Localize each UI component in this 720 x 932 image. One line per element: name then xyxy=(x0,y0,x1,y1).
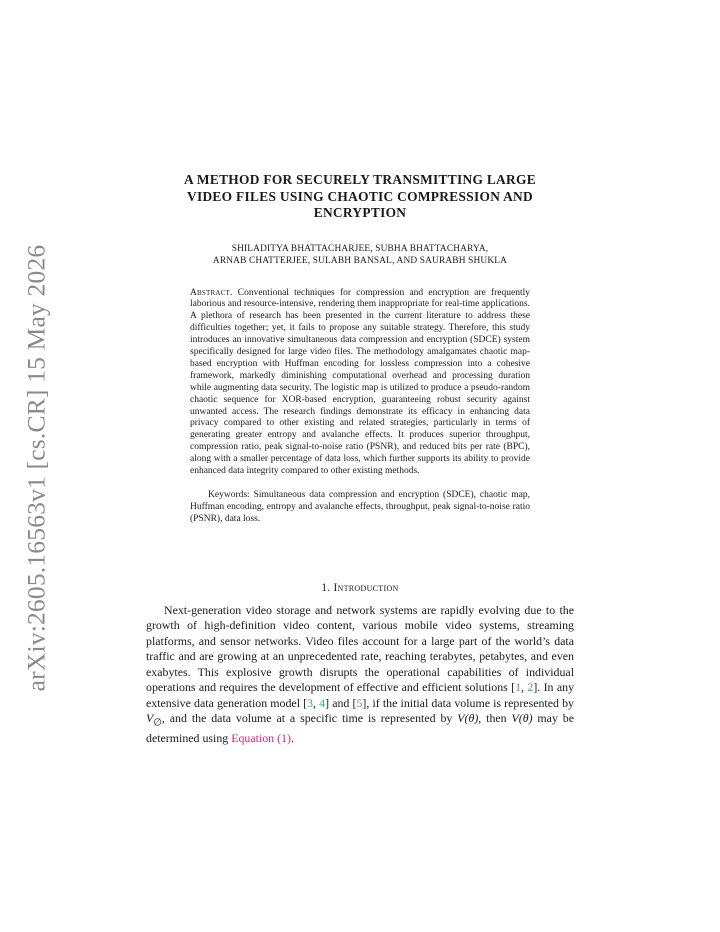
abstract xyxy=(190,288,530,479)
abstract-heading: Abstract. xyxy=(190,287,233,298)
intro-text: , and the data volume at a specific time is represented by xyxy=(161,711,458,726)
intro-text: may be determined using xyxy=(146,711,574,746)
arxiv-identifier: arXiv:2605.16563v1 [cs.CR] 15 May 2026 xyxy=(21,244,51,691)
author-line: SHILADITYA BHATTACHARJEE, SUBHA BHATTACHARYA, xyxy=(231,243,489,254)
title-line: A METHOD FOR SECURELY TRANSMITTING LARGE xyxy=(184,172,536,187)
intro-text: , xyxy=(313,695,320,710)
citation-link[interactable]: 5 xyxy=(356,695,363,710)
equation-link[interactable]: Equation (1) xyxy=(231,731,291,746)
citation-link[interactable]: 4 xyxy=(319,695,326,710)
keywords: Keywords: Simultaneous data compression and encryption (SDCE), chaotic map, Huffman encoding, entropy and avalanche effects, throughput, peak signal-to-noise ratio (PSNR), data loss. xyxy=(190,490,530,524)
citation-link[interactable]: 1 xyxy=(515,680,522,695)
paper-page xyxy=(146,172,574,747)
intro-text: , then xyxy=(478,711,512,726)
section-heading: 1. Introduction xyxy=(321,581,399,594)
author-list xyxy=(146,243,574,268)
math-v-theta: V(θ) xyxy=(511,711,533,726)
introduction-paragraph xyxy=(146,603,574,747)
abstract-text: Conventional techniques for compression and encryption are frequently laborious and resource-intensive, rendering them inappropriate for real-time applications. A plethora of research has been presented in the current literature to address these difficulties together; yet, it fails to propose any suitable strategy. Therefore, this study introduces an innovative simultaneous data compression and encryption (SDCE) system specifically designed for large video files. The methodology amalgamates chaotic map-based encryption with Huffman encoding for lossless compression into a cohesive framework, markedly diminishing computational overhead and processing duration while augmenting data security. The logistic map is utilized to produce a pseudo-random chaotic sequence for XOR-based encryption, guaranteeing robust security against unwanted access. The research findings demonstrate its efficacy in enhancing data privacy compared to other existing and related strategies, particularly in terms of generating greater entropy and avalanche effects. It produces superior throughput, compression ratio, peak signal-to-noise ratio (PSNR), and reduced bits per rate (BPC), along with a smaller percentage of data loss, which further supports its ability to provide enhanced data integrity compared to other existing methods. xyxy=(190,287,531,477)
citation-link[interactable]: 2 xyxy=(527,680,534,695)
title-line: ENCRYPTION xyxy=(313,205,407,220)
intro-text: ] and [ xyxy=(325,695,357,710)
arxiv-sidebar xyxy=(14,244,58,691)
intro-text: ], if the initial data volume is represented by xyxy=(362,695,574,710)
math-v0-subscript: ∅ xyxy=(153,717,162,729)
title-line: VIDEO FILES USING CHAOTIC COMPRESSION AND xyxy=(186,188,533,204)
intro-text: . xyxy=(290,731,294,746)
math-v-theta: V(θ) xyxy=(457,711,479,726)
intro-text: , xyxy=(521,680,528,695)
intro-text: ]. In any extensive data generation model [ xyxy=(146,680,575,710)
intro-text: Next-generation video storage and network systems are rapidly evolving due to the growth of high-definition video content, various mobile video systems, streaming platforms, and sensor networks. Video files account for a large part of the world’s data traffic and are growing at an unprecedented rate, reaching terabytes, petabytes, and even exabytes. This explosive growth disrupts the operational capabilities of individual operations and requires the development of effective and efficient solutions [ xyxy=(146,602,574,695)
math-v0: V xyxy=(146,711,154,726)
paper-title xyxy=(146,172,574,222)
citation-link[interactable]: 3 xyxy=(307,695,314,710)
author-line: ARNAB CHATTERJEE, SULABH BANSAL, AND SAURABH SHUKLA xyxy=(212,256,508,266)
